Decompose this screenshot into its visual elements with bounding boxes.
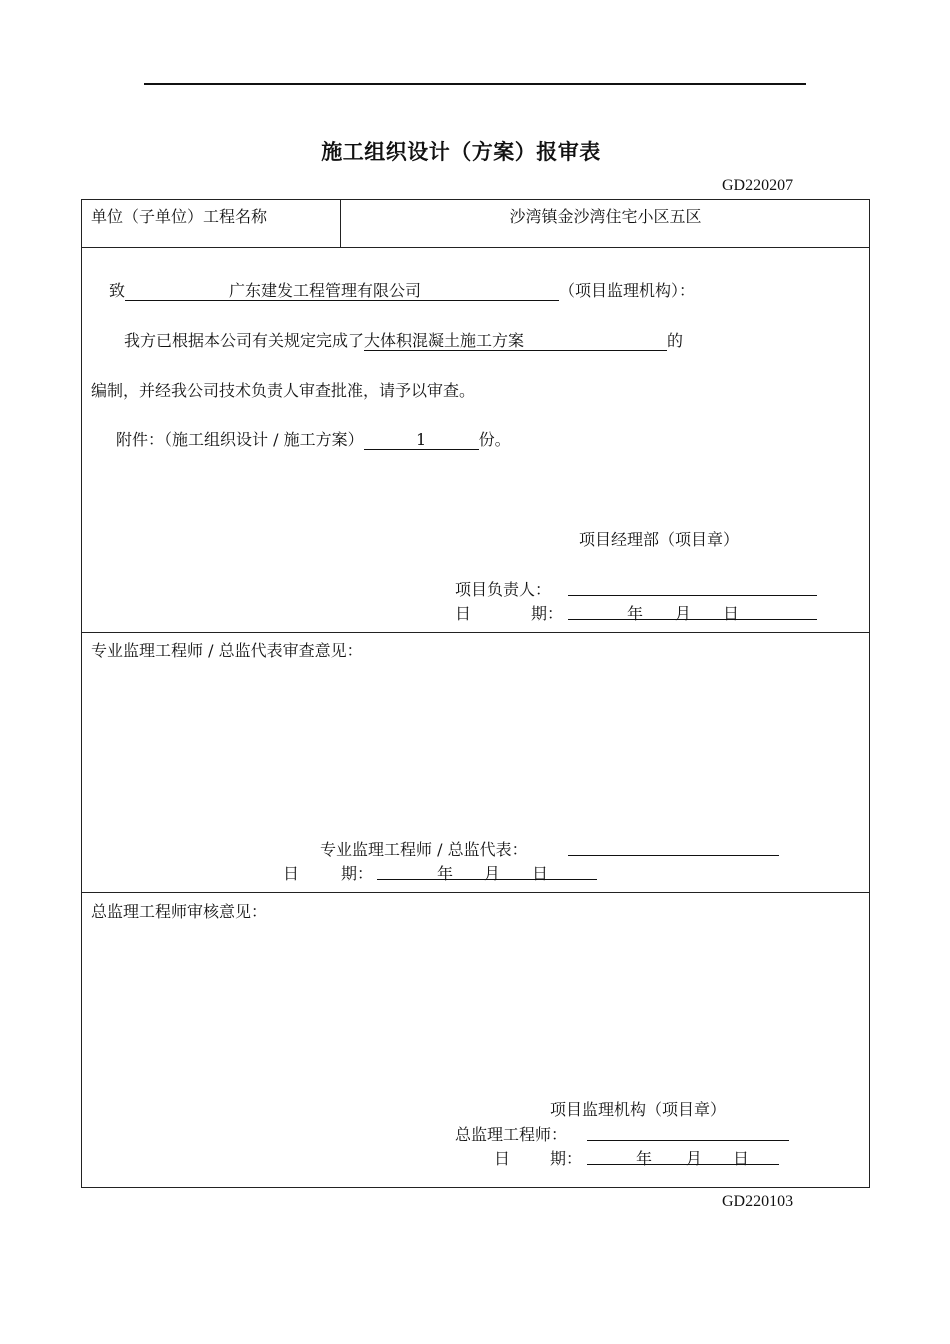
attachment-line xyxy=(116,427,511,450)
engineer-date-day: 日 xyxy=(532,864,549,883)
attachment-count: 1 xyxy=(364,430,479,450)
engineer-date-month: 月 xyxy=(484,864,501,883)
recipient-underline-trail xyxy=(421,282,559,301)
divider-engineer xyxy=(81,892,870,893)
engineer-review-label: 专业监理工程师 / 总监代表审查意见： xyxy=(91,641,363,660)
chief-date-month: 月 xyxy=(686,1149,703,1168)
attachment-label: 附件：（施工组织设计 / 施工方案） xyxy=(116,430,364,449)
chief-date-period-label: 期： xyxy=(550,1149,583,1168)
contractor-date-day: 日 xyxy=(723,604,740,623)
chief-date-day-label: 日 xyxy=(494,1149,511,1168)
statement-suffix: 的 xyxy=(667,331,684,350)
chief-date-year: 年 xyxy=(636,1149,653,1168)
form-code: GD220207 xyxy=(722,177,794,194)
statement-line-2: 编制，并经我公司技术负责人审查批准，请予以审查。 xyxy=(91,381,476,400)
statement-line xyxy=(124,328,683,351)
recipient-suffix: （项目监理机构）： xyxy=(559,281,696,300)
contractor-signature-line xyxy=(568,577,817,596)
statement-prefix: 我方已根据本公司有关规定完成了 xyxy=(124,331,365,350)
contractor-stamp: 项目经理部（项目章） xyxy=(579,530,740,549)
contractor-signer-label: 项目负责人： xyxy=(455,580,552,599)
contractor-date-month: 月 xyxy=(675,604,692,623)
contractor-date-day-label: 日 xyxy=(455,604,472,623)
plan-underline xyxy=(524,332,667,351)
engineer-signer-label: 专业监理工程师 / 总监代表： xyxy=(320,840,528,859)
chief-date-day: 日 xyxy=(733,1149,750,1168)
chief-date-line xyxy=(587,1164,779,1165)
attachment-unit: 份。 xyxy=(478,430,511,449)
project-name-label: 单位（子单位）工程名称 xyxy=(91,207,268,226)
divider-project xyxy=(81,247,870,248)
recipient-name: 广东建发工程管理有限公司 xyxy=(229,281,422,300)
recipient-underline-lead xyxy=(125,282,229,301)
supervisor-stamp: 项目监理机构（项目章） xyxy=(550,1100,727,1119)
top-rule xyxy=(144,83,806,85)
engineer-date-period-label: 期： xyxy=(341,864,374,883)
addressee-line xyxy=(109,278,695,301)
contractor-date-period-label: 期： xyxy=(531,604,564,623)
engineer-date-day-label: 日 xyxy=(283,864,300,883)
to-prefix: 致 xyxy=(109,281,126,300)
project-name-value: 沙湾镇金沙湾住宅小区五区 xyxy=(509,207,702,226)
contractor-date-line xyxy=(568,619,817,620)
contractor-date-year: 年 xyxy=(627,604,644,623)
plan-name: 大体积混凝土施工方案 xyxy=(364,331,525,350)
divider-application xyxy=(81,632,870,633)
page-title: 施工组织设计（方案）报审表 xyxy=(321,139,601,164)
engineer-date-year: 年 xyxy=(437,864,454,883)
chief-review-label: 总监理工程师审核意见： xyxy=(91,902,268,921)
footer-form-code: GD220103 xyxy=(722,1193,794,1210)
chief-signer-label: 总监理工程师： xyxy=(455,1125,568,1144)
engineer-signature-line xyxy=(568,855,779,856)
chief-signature-line xyxy=(587,1140,789,1141)
